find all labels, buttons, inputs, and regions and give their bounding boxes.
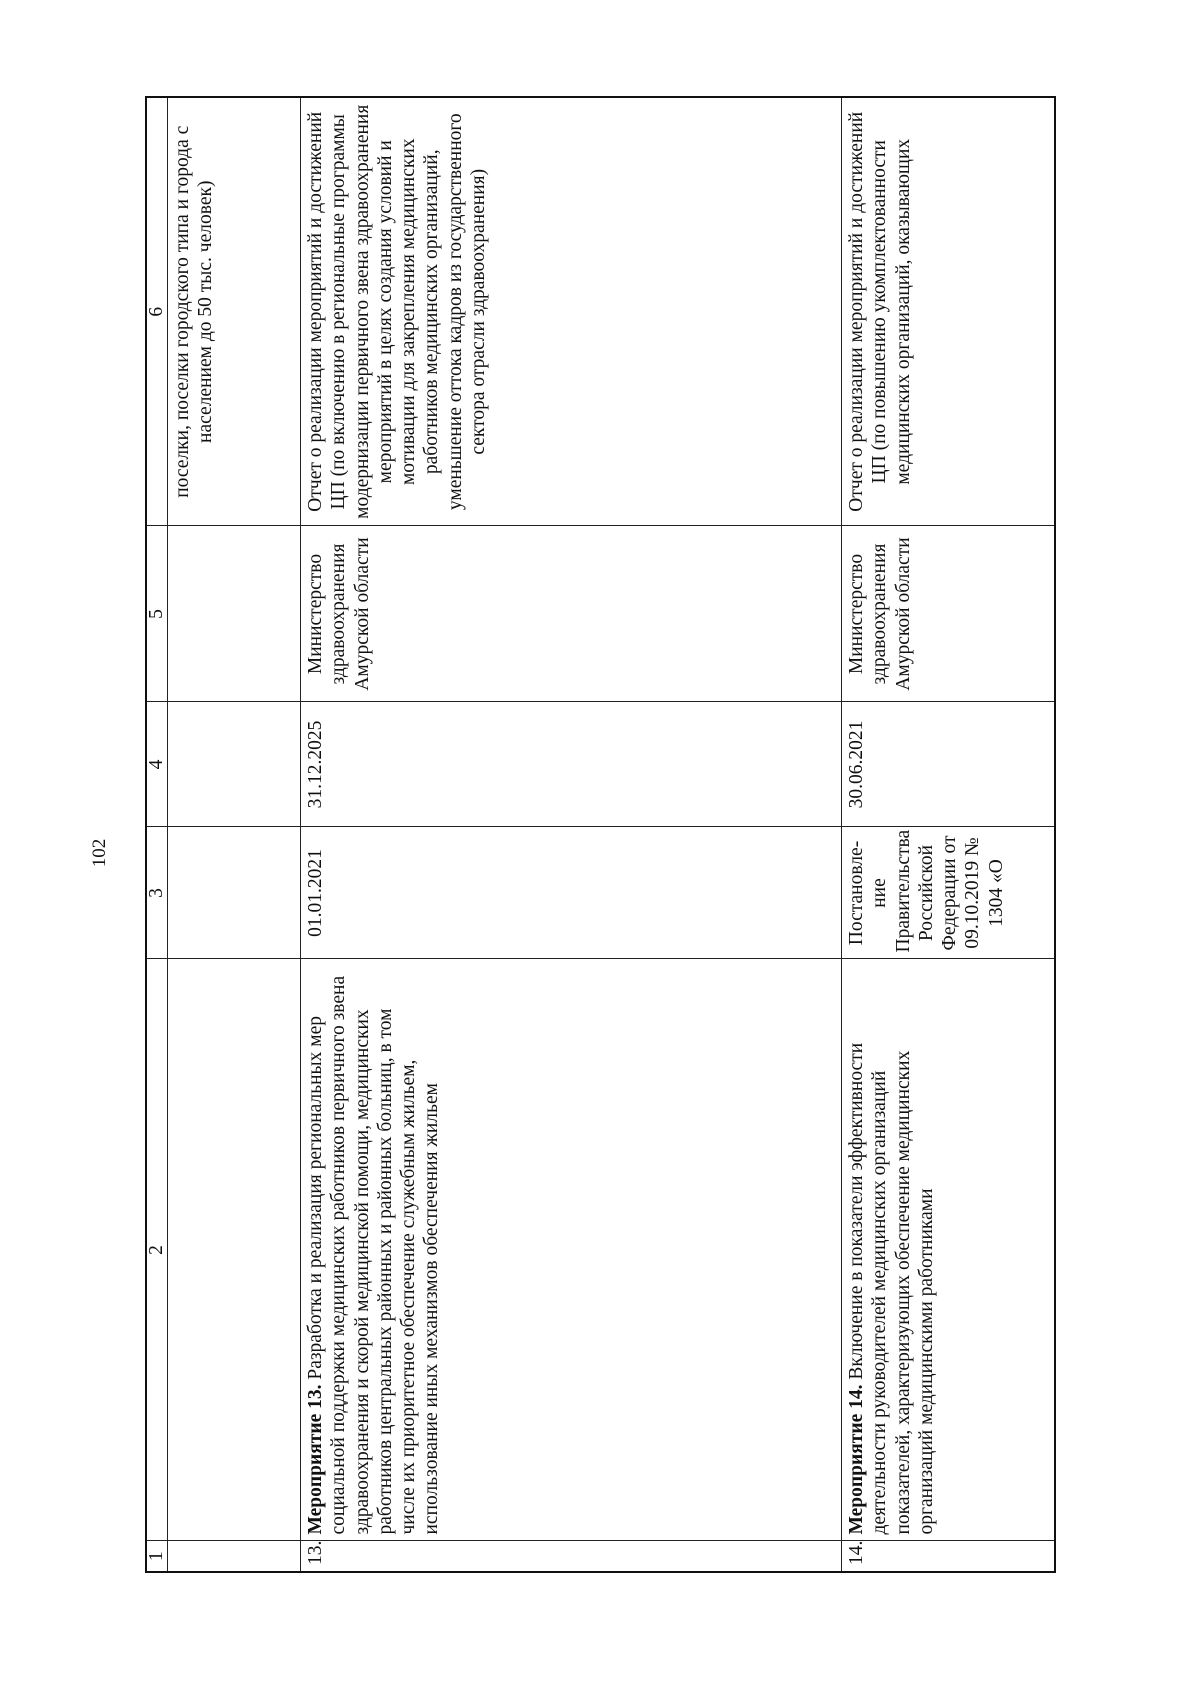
measures-table (145, 96, 1056, 1573)
table-row (842, 97, 1056, 1572)
cont-cell-4 (168, 702, 301, 827)
cont-cell-6: поселки, поселки городского типа и города с населением до 50 тыс. человек) (168, 97, 301, 526)
result-cell: Отчет о реализации мероприятий и достижений ЦП (по включению в региональные программы модернизации первичного звена здравоохранения мероприятий в целях создания условий и мотивации для закрепления медицинских работников медицинских организаций, уменьшение оттока кадров из государственного сектора отрасли здравоохранения) (301, 97, 842, 526)
column-number-3: 3 (146, 827, 168, 959)
cont-cell-5 (168, 526, 301, 702)
result-cell: Отчет о реализации мероприятий и достижений ЦП (по повышению укомплектованности медицинских организаций, оказывающих (842, 97, 1056, 526)
rotated-table-sheet (145, 98, 1083, 1573)
measure-title: Мероприятие 13. (305, 1384, 326, 1535)
column-number-5: 5 (146, 526, 168, 702)
measure-title: Мероприятие 14. (846, 1384, 867, 1535)
cont-cell-1 (168, 1541, 301, 1572)
cont-cell-2 (168, 959, 301, 1541)
column-number-1: 1 (146, 1541, 168, 1572)
row-number: 13. (301, 1541, 842, 1572)
basis-cell: Постановле-ние Правительства Российской Федерации от 09.10.2019 № 1304 «О (842, 827, 1056, 959)
cont-cell-3 (168, 827, 301, 959)
column-number-6: 6 (146, 97, 168, 526)
table-row (301, 97, 842, 1572)
measure-description (842, 959, 1056, 1541)
column-number-header-row (146, 97, 168, 1572)
column-number-4: 4 (146, 702, 168, 827)
row-number: 14. (842, 1541, 1056, 1572)
page-number: 102 (89, 838, 110, 868)
continuation-row (168, 97, 301, 1572)
measure-text: Включение в показатели эффективности деятельности руководителей медицинских организаций показателей, характеризующих обеспечение медицинских организаций медицинскими работниками (846, 1042, 937, 1535)
measure-text: Разработка и реализация региональных мер социальной поддержки медицинских работников первичного звена здравоохранения и скорой медицинской помощи, медицинских работников центральных районных и районных больниц, в том числе их приоритетное обеспечение служебным жильем, использование иных механизмов обеспечения жильем (305, 975, 443, 1535)
measure-description (301, 959, 842, 1541)
responsible-cell: Министерство здравоохранения Амурской области (842, 526, 1056, 702)
responsible-cell: Министерство здравоохранения Амурской области (301, 526, 842, 702)
deadline-cell: 30.06.2021 (842, 702, 1056, 827)
deadline-cell: 31.12.2025 (301, 702, 842, 827)
basis-cell: 01.01.2021 (301, 827, 842, 959)
column-number-2: 2 (146, 959, 168, 1541)
